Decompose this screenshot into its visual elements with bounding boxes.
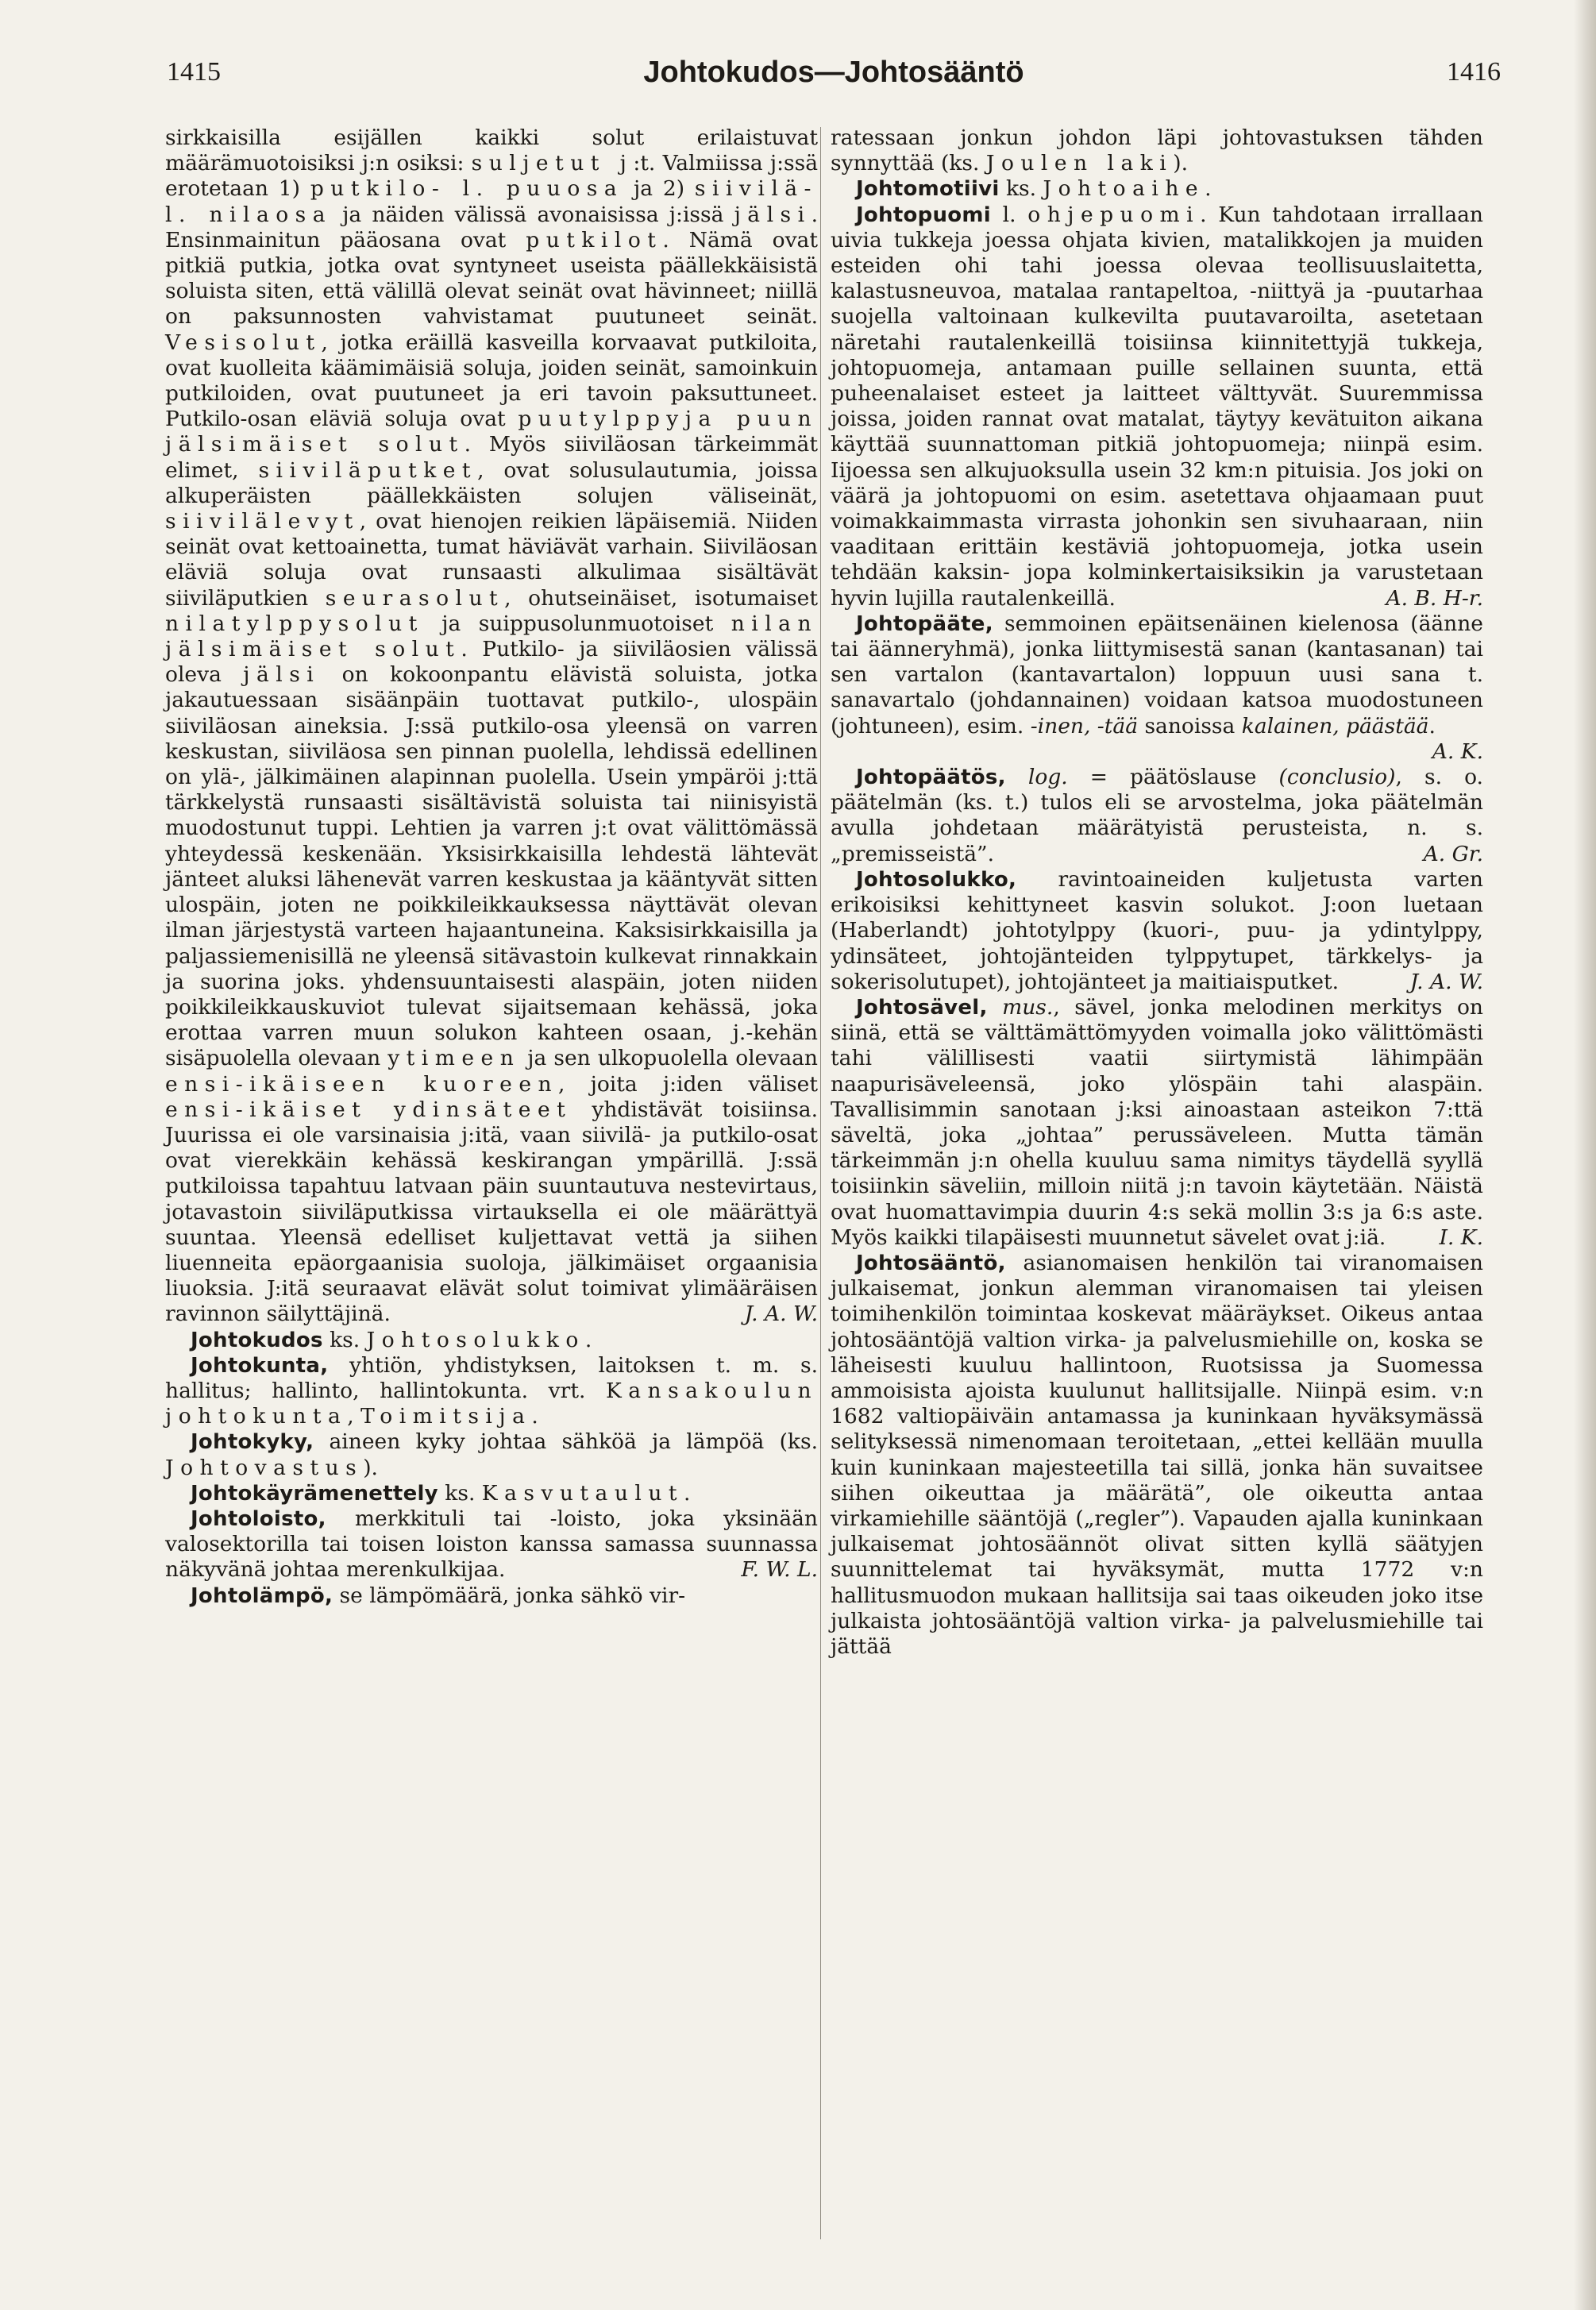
entry-johtosavel: Johtosävel, mus., sävel, jonka melodinen merkitys on siinä, että se välttämättömyyden voimalla joko välittömästi tahi välillisesti vaatii siirtymistä lähimpään naapurisäveleensä, joko ylöspäin tahi alaspäin. Tavallisimmin sanotaan j:ksi ainoastaan asteikon 7:ttä säveltä, joka „johtaa” perussäveleen. Mutta tämän tärkeimmän j:n ohella kuuluu sama nimitys täydellä syyllä toisiinkin säveliin, milloin niitä j:n tavoin käytetään. Näistä ovat huomattavimpia duurin 4:s sekä mollin 3:s ja 6:s aste. Myös kaikki tilapäisesti muunnetut sävelet ovat j:iä. I. K. bbox=[831, 994, 1483, 1250]
entry-johtokudos: Johtokudos ks. Johtosolukko. bbox=[191, 1327, 592, 1352]
entry-johtojanne-continuation: sirkkaisilla esijällen kaikki solut erilaistuvat määrämuotoisiksi j:n osiksi: suljetut j:t. Valmiissa j:ssä erotetaan 1) putkilo- l. puuosa ja 2) siivilä- l. nilaosa ja näiden välissä avonaisissa j:issä jälsi. Ensinmainitun pääosana ovat putkilot. Nämä ovat pitkiä putkia, jotka ovat syntyneet useista päällekkäisistä soluista siten, että välillä olevat seinät ovat hävinneet; niillä on paksunnosten vahvistamat puutuneet seinät. Vesisolut, jotka eräillä kasveilla korvaavat putkiloita, ovat kuolleita käämimäisiä soluja, joiden seinät, samoinkuin putkiloiden, ovat puutuneet ja eri tavoin paksuttuneet. Putkilo-osan eläviä soluja ovat puutylppyja puun jälsimäiset solut. Myös siiviläosan tärkeimmät elimet, siiviläputket, ovat solusulautumia, joissa alkuperäisten päällekkäisten solujen väliseinät, siivilälevyt, ovat hienojen reikien läpäisemiä. Niiden seinät ovat kettoainetta, tumat häviävät varhain. Siiviläosan eläviä soluja ovat runsaasti alkulimaa sisältävät siiviläputkien seurasolut, ohutseinäiset, isotumaiset nilatylppysolut ja suippusolunmuotoiset nilan jälsimäiset solut. Putkilo- ja siiviläosien välissä oleva jälsi on kokoonpantu elävistä soluista, jotka jakautuessaan sisäänpäin tuottavat putkilo-, ulospäin siiviläosan aineksia. J:ssä putkilo-osa yleensä on varren keskustan, siiviläosa sen pinnan puolella, lehdissä edellinen on ylä-, jälkimäinen alapinnan puolella. Usein ympäröi j:ttä tärkkelystä runsaasti sisältävistä soluista tai niinisyistä muodostunut tuppi. Lehtien ja varren j:t ovat välittömässä yhteydessä keskenään. Yksisirkkaisilla lehdestä lähtevät jänteet aluksi lähenevät varren keskustaa ja kääntyvät sitten ulospäin, joten ne poikkileikkauksessa näyttävät olevan ilman järjestystä varteen hajaantuneina. Kaksisirkkaisilla ja paljassiemenisillä ne yleensä sitävastoin kulkevat rinnakkain ja suorina joks. yhdensuuntaisesti alaspäin, joten niiden poikkileikkauskuviot tulevat sijaitsemaan kehässä, joka erottaa varren muun solukon kahteen osaan, j.-kehän sisäpuolella olevaan ytimeen ja sen ulkopuolella olevaan ensi-ikäiseen kuoreen, joita j:iden väliset ensi-ikäiset ydinsäteet yhdistävät toisiinsa. Juurissa ei ole varsinaisia j:itä, vaan siivilä- ja putkilo-osat ovat vierekkäin kehässä keskirangan ympärillä. J:ssä putkiloissa tapahtuu latvaan päin suuntautuva nestevirtaus, jotavastoin siiviläputkissa virtauksella ei ole määrättyä suuntaa. Yleensä edelliset kuljettavat vettä ja siihen liuenneita epäorgaanisia suoloja, jälkimäiset orgaanisia liuoksia. J:itä seuraavat elävät solut toimivat ylimääräisen ravinnon säilyttäjinä. J. A. W. bbox=[165, 125, 819, 1327]
left-column bbox=[165, 125, 818, 1609]
entry-johtoloisto: Johtoloisto, merkkituli tai -loisto, joka yksinään valosektorilla tai toisen loiston kanssa samassa suunnassa näkyvänä johtaa merenkulkijaa. F. W. L. bbox=[165, 1506, 818, 1583]
author-signature: A. Gr. bbox=[1423, 841, 1483, 866]
headword: Johtomotiivi bbox=[856, 177, 1000, 202]
headword: Johtosävel, bbox=[856, 995, 988, 1020]
author-signature: F. W. L. bbox=[741, 1557, 818, 1583]
entry-johtolampo-continuation: ratessaan jonkun johdon läpi johtovastuksen tähden synnyttää (ks. Joulen laki). bbox=[831, 125, 1483, 176]
headword: Johtokudos bbox=[191, 1328, 323, 1352]
page-number-right: 1416 bbox=[1447, 57, 1501, 87]
headword: Johtopuomi bbox=[856, 202, 991, 227]
entry-johtokunta: Johtokunta, yhtiön, yhdistyksen, laitoksen t. m. s. hallitus; hallinto, hallintokunta. vrt. Kansakoulun johtokunta, Toimitsija. bbox=[165, 1352, 818, 1429]
headword: Johtokyky, bbox=[191, 1430, 314, 1455]
headword: Johtokäyrämenettely bbox=[191, 1481, 438, 1506]
entry-johtomotiivi: Johtomotiivi ks. Johtoaihe. bbox=[856, 176, 1212, 202]
headword: Johtoloisto, bbox=[191, 1506, 326, 1531]
page-spine-shadow bbox=[1574, 0, 1596, 2310]
entry-johtopaatos: Johtopäätös, log. = päätöslause (conclusio), s. o. päätelmän (ks. t.) tulos eli se arvostelma, joka päätelmän avulla johdetaan määrätyistä perusteista, n. s. „premisseistä”. A. Gr. bbox=[831, 765, 1483, 866]
headword: Johtokunta, bbox=[191, 1353, 329, 1378]
headword: Johtopäätös, bbox=[856, 766, 1006, 790]
headword: Johtosääntö, bbox=[856, 1251, 1006, 1275]
entry-johtolampo: Johtolämpö, se lämpömäärä, jonka sähkö vir- bbox=[191, 1583, 686, 1608]
headword: Johtolämpö, bbox=[191, 1583, 333, 1608]
column-rule bbox=[820, 127, 821, 2239]
entry-johtopaate: Johtopääte, semmoinen epäitsenäinen kielenosa (äänne tai äänneryhmä), jonka liittymisestä sanan (kantasanan) tai sen vartalon (kantavartalon) loppuun uusi sana t. sanavartalo (johdannainen) voidaan katsoa muodostuneen (johtuneen), esim. -inen, -tää sanoissa kalainen, päästää. A. K. bbox=[831, 611, 1483, 764]
author-signature: J. A. W. bbox=[1409, 969, 1483, 994]
entry-johtosolukko: Johtosolukko, ravintoaineiden kuljetusta varten erikoisiksi kehittyneet kasvin solukot. J:oon luetaan (Haberlandt) johtotylppy (kuori-, puu- ja ydintylppy, ydinsäteet, johtojänteiden tylppytupet, tärkkelys- ja sokerisolutupet), johtojänteet ja maitiaisputket. J. A. W. bbox=[831, 866, 1483, 994]
page-header bbox=[167, 57, 1501, 105]
entry-johtokyky: Johtokyky, aineen kyky johtaa sähköä ja lämpöä (ks. Johtovastus). bbox=[165, 1429, 818, 1480]
author-signature: I. K. bbox=[1439, 1224, 1483, 1250]
entry-johtokayramenettely: Johtokäyrämenettely ks. Kasvutaulut. bbox=[191, 1480, 691, 1506]
author-signature: J. A. W. bbox=[744, 1302, 818, 1327]
entry-johtosaanto: Johtosääntö, asianomaisen henkilön tai viranomaisen julkaisemat, jonkun alemman viranomaisen tai yleisen toimihenkilön toimintaa koskevat määräykset. Oikeus antaa johtosääntöjä valtion virka- ja palvelusmiehille on, koska se läheisesti kuuluu hallintoon, Ruotsissa ja Suomessa ammoisista ajoista kuulunut hallitsijalle. Niinpä esim. v:n 1682 valtiopäiväin antamassa ja kuninkaan hyväksymässä selityksessä nimenomaan teroitetaan, „ettei kellään muulla kuin kuninkaan majesteetilla tai sillä, jonka hän suvaitsee siihen oikeuttaa ja määrätä”, ole oikeutta antaa virkamiehille sääntöjä („regler”). Vapauden ajalla kuninkaan julkaisemat johtosäännöt olivat sitten kyllä säätyjen suunnittelemat tai hyväksymät, mutta 1772 v:n hallitusmuodon mukaan hallitsija sai taas oikeuden joko itse julkaista johtosääntöjä valtion virka- ja palvelusmiehille tai jättää bbox=[831, 1250, 1483, 1659]
running-title: Johtokudos—Johtosääntö bbox=[643, 56, 1024, 89]
headword: Johtosolukko, bbox=[856, 867, 1017, 892]
author-signature: A. K. bbox=[1432, 739, 1483, 764]
page-number-left: 1415 bbox=[167, 57, 221, 87]
headword: Johtopääte, bbox=[856, 611, 993, 636]
entry-johtopuomi: Johtopuomi l. ohjepuomi. Kun tahdotaan irrallaan uivia tukkeja joessa ohjata kivien, matalikkojen ja muiden esteiden ohi tahi joessa olevaa teollisuuslaitetta, kalastusneuvoa, matalaa rantapeltoa, -niittyä ja -puutarhaa suojella valtoinaan kulkevilta puutavaroilta, asetetaan näretahi rautalenkeillä toisiinsa kiinnitettyjä tukkeja, johtopuomeja, antamaan puille sellainen suunta, että puheenalaiset esteet ja laitteet välttyvät. Suuremmissa joissa, joiden rannat ovat matalat, täytyy kevätuiton aikana käyttää suunnattoman pitkiä johtopuomeja; niinpä esim. Iijoessa sen alkujuoksulla usein 32 km:n pituisia. Jos joki on väärä ja johtopuomi on esim. asetettava ohjaamaan puut voimakkaimmasta virrasta johonkin sen sivuhaaraan, niin vaaditaan erittäin kestäviä johtopuomeja, jotka usein tehdään kaksin- jopa kolminkertaisiksikin ja varustetaan hyvin lujilla rautalenkeillä. A. B. H-r. bbox=[831, 202, 1483, 611]
right-column bbox=[831, 125, 1483, 1660]
author-signature: A. B. H-r. bbox=[1386, 585, 1483, 611]
